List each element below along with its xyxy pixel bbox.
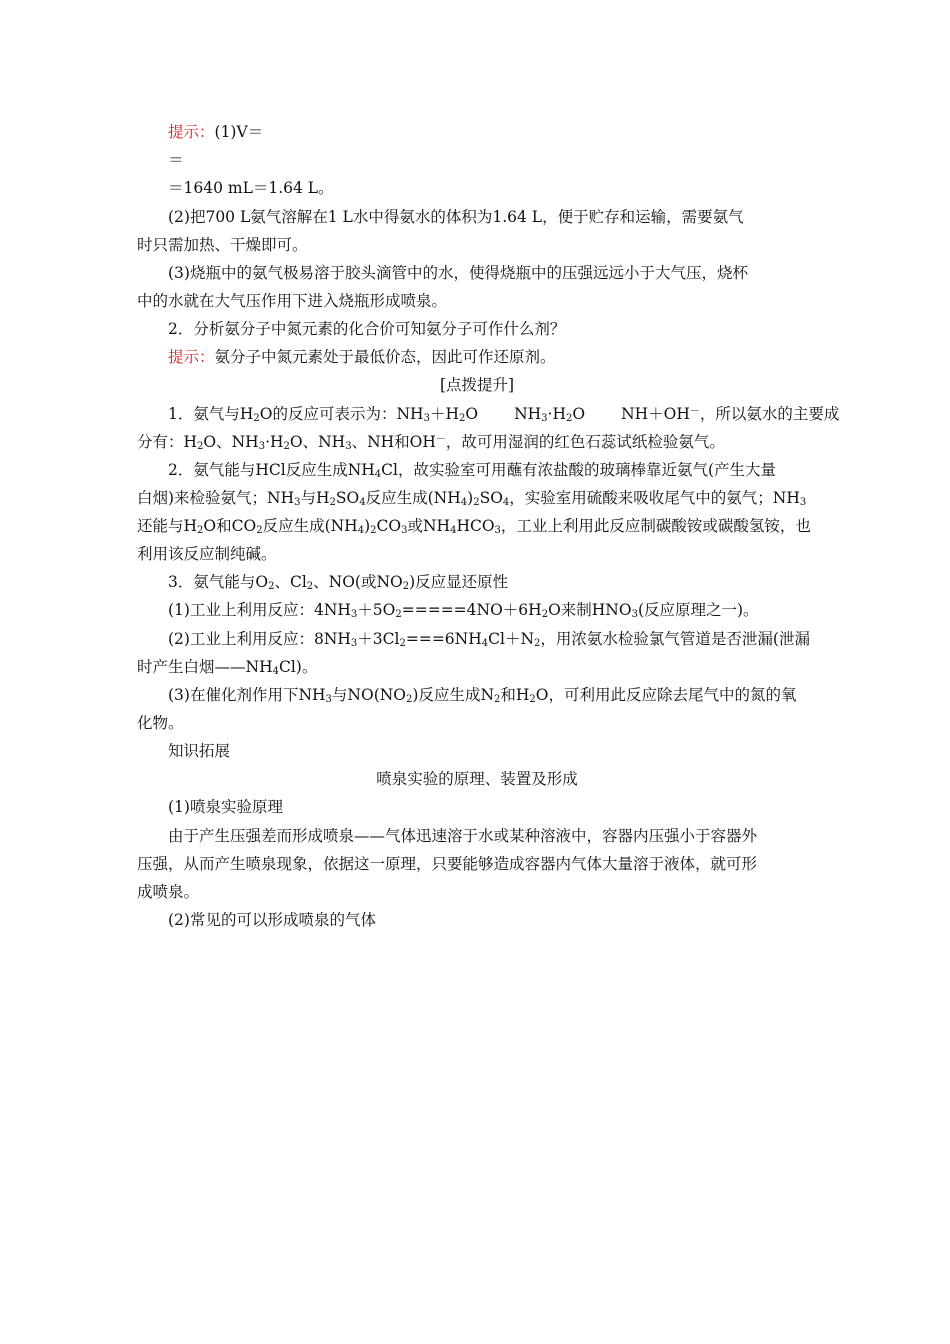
fountain-gases-heading: (2)常见的可以形成喷泉的气体 xyxy=(168,911,376,929)
question-2: 2．分析氨分子中氮元素的化合价可知氨分子可作什么剂？ xyxy=(168,320,566,338)
hint-answer-2: 提示：氨分子中氮元素处于最低价态，因此可作还原剂。 xyxy=(168,348,556,366)
formula-line-2: ＝ xyxy=(168,151,184,169)
fountain-principle-heading: (1)喷泉实验原理 xyxy=(168,798,283,816)
fountain-para-line-2: 压强，从而产生喷泉现象，依据这一原理，只要能够造成容器内气体大量溶于液体，就可形 xyxy=(137,855,758,873)
fountain-para-line-1: 由于产生压强差而形成喷泉——气体迅速溶于水或某种溶液中，容器内压强小于容器外 xyxy=(168,827,758,845)
point-1-line-1: 1．氨气与$H_2O$的反应可表示为：$NH_3+H_2O$ $NH_3\cdot H_2O$ NH＋OH－，所以氨水的主要成 xyxy=(168,405,840,424)
point-2-line-1: 2．氨气能与HCl反应生成$NH_4Cl$，故实验室可用蘸有浓盐酸的玻璃棒靠近氨气(产生大量 xyxy=(168,461,777,480)
formula-line-3: ＝1640 mL＝1.64 L。 xyxy=(168,179,334,197)
point-3-item-2-line-1: (2)工业上利用反应：$8NH_3+3Cl_2===6NH_4Cl+N_2$，用浓氨水检验氯气管道是否泄漏(泄漏 xyxy=(168,630,810,649)
section-heading-tips: [点拨提升] xyxy=(439,376,515,394)
point-1-line-2: 分有：$H_2O$、$NH_3\cdot H_2O$、$NH_3$、NH和OH－，故可用湿润的红色石蕊试纸检验氨气。 xyxy=(137,433,725,452)
volume-formula: (1)V＝ xyxy=(214,123,264,141)
knowledge-extension-label: 知识拓展 xyxy=(168,742,231,760)
point-3-item-3-line-1: (3)在催化剂作用下$NH_3$与$NO(NO_2)$反应生成$N_2$和$H_2O$，可利用此反应除去尾气中的氮的氧 xyxy=(168,686,797,705)
hint-line-1 xyxy=(168,122,848,142)
point-3-item-3-line-2: 化物。 xyxy=(137,714,184,732)
hint-label: 提示： xyxy=(168,123,215,141)
point-2-line-4: 利用该反应制纯碱。 xyxy=(137,545,277,563)
para-3-line-2: 中的水就在大气压作用下进入烧瓶形成喷泉。 xyxy=(137,292,448,310)
point-3-item-1: (1)工业上利用反应：$4NH_3+5O_2=====4NO+6H_2O$来制$HNO_3$(反应原理之一)。 xyxy=(168,601,759,620)
point-2-line-3: 还能与$H_2O$和$CO_2$反应生成$(NH_4)_2CO_3$或$NH_4HCO_3$，工业上利用此反应制碳酸铵或碳酸氢铵，也 xyxy=(137,517,811,536)
para-2-line-2: 时只需加热、干燥即可。 xyxy=(137,236,308,254)
point-3-heading: 3．氨气能与$O_2$、$Cl_2$、NO(或$NO_2$)反应显还原性 xyxy=(168,573,509,592)
fountain-para-line-3: 成喷泉。 xyxy=(137,883,200,901)
point-3-item-2-line-2: 时产生白烟$——NH_4Cl$)。 xyxy=(137,658,318,677)
para-3-line-1: (3)烧瓶中的氨气极易溶于胶头滴管中的水，使得烧瓶中的压强远远小于大气压，烧杯 xyxy=(168,264,748,282)
hint-label: 提示： xyxy=(168,348,215,366)
para-2-line-1: (2)把700 L氨气溶解在1 L水中得氨水的体积为1.64 L，便于贮存和运输，需要氨气 xyxy=(168,208,744,226)
fountain-section-title: 喷泉实验的原理、装置及形成 xyxy=(376,770,578,788)
point-2-line-2: 白烟)来检验氨气；$NH_3$与$H_2SO_4$反应生成$(NH_4)_2SO_4$，实验室用硫酸来吸收尾气中的氨气；$NH_3$ xyxy=(137,489,807,508)
